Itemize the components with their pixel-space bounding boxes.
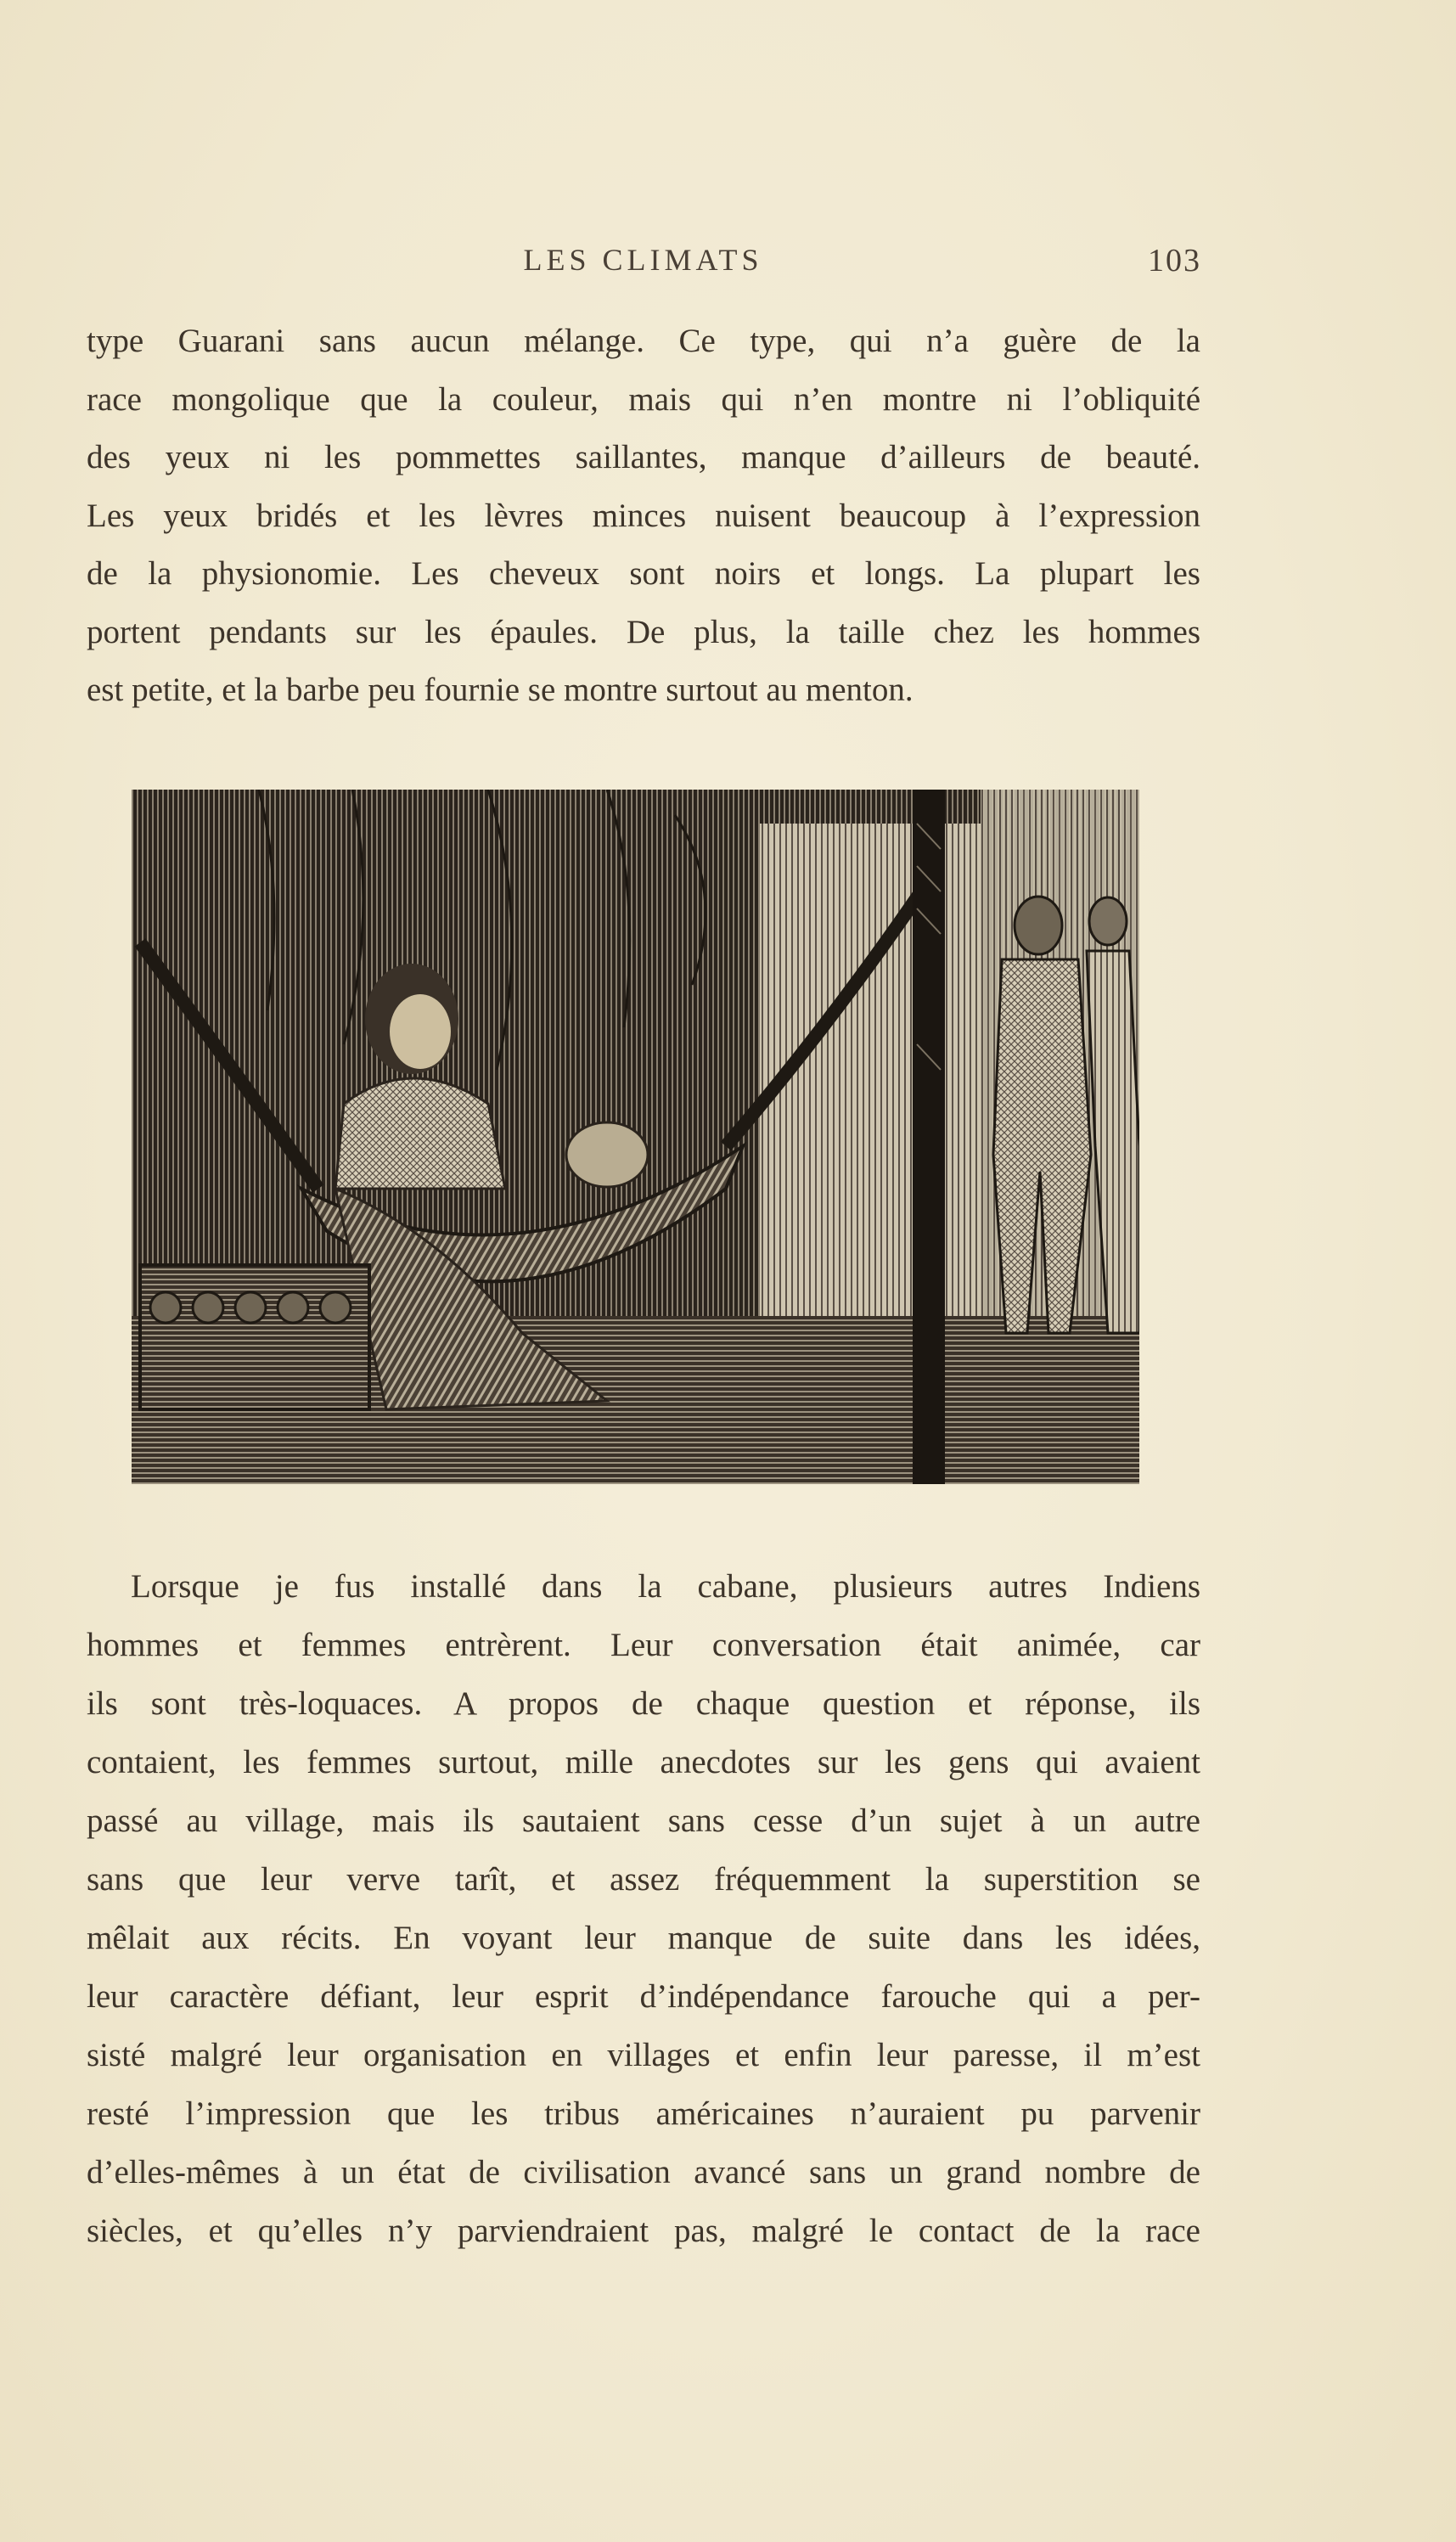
engraving-hammock-scene-icon — [132, 790, 1139, 1484]
text-line: contaient, les femmes surtout, mille anecdotes sur les gens qui avaient — [87, 1744, 1200, 1780]
running-head — [85, 242, 1201, 284]
text-line: race mongolique que la couleur, mais qui n’en montre ni l’obliquité — [87, 380, 1200, 418]
text-line: Les yeux bridés et les lèvres minces nuisent beaucoup à l’expression — [87, 497, 1200, 534]
text-line: passé au village, mais ils sautaient sans cesse d’un sujet à un autre — [87, 1802, 1200, 1839]
running-title: LES CLIMATS — [523, 243, 763, 277]
text-line: siècles, et qu’elles n’y parviendraient pas, malgré le contact de la race — [87, 2213, 1200, 2249]
text-line: est petite, et la barbe peu fournie se montre surtout au menton. — [87, 672, 914, 708]
text-line: leur caractère défiant, leur esprit d’indépendance farouche qui a per- — [87, 1978, 1200, 2015]
text-line: hommes et femmes entrèrent. Leur conversation était animée, car — [87, 1627, 1200, 1663]
text-line: mêlait aux récits. En voyant leur manque de suite dans les idées, — [87, 1920, 1200, 1956]
text-line: de la physionomie. Les cheveux sont noirs et longs. La plupart les — [87, 555, 1200, 592]
text-line: sans que leur verve tarît, et assez fréquemment la superstition se — [87, 1861, 1200, 1898]
text-line: Lorsque je fus installé dans la cabane, plusieurs autres Indiens — [131, 1568, 1200, 1605]
paragraph-bottom — [87, 1558, 1200, 2261]
text-line: ils sont très-loquaces. A propos de chaque question et réponse, ils — [87, 1685, 1200, 1722]
text-line: portent pendants sur les épaules. De plus, la taille chez les hommes — [87, 613, 1200, 650]
text-line: sisté malgré leur organisation en villages et enfin leur paresse, il m’est — [87, 2037, 1200, 2073]
text-line: d’elles-mêmes à un état de civilisation avancé sans un grand nombre de — [87, 2154, 1200, 2191]
text-line: resté l’impression que les tribus américaines n’auraient pu parvenir — [87, 2095, 1200, 2132]
page-number: 103 — [1148, 243, 1201, 278]
text-line: des yeux ni les pommettes saillantes, manque d’ailleurs de beauté. — [87, 439, 1200, 475]
paragraph-top — [87, 312, 1200, 720]
text-line: type Guarani sans aucun mélange. Ce type, qui n’a guère de la — [87, 323, 1200, 359]
